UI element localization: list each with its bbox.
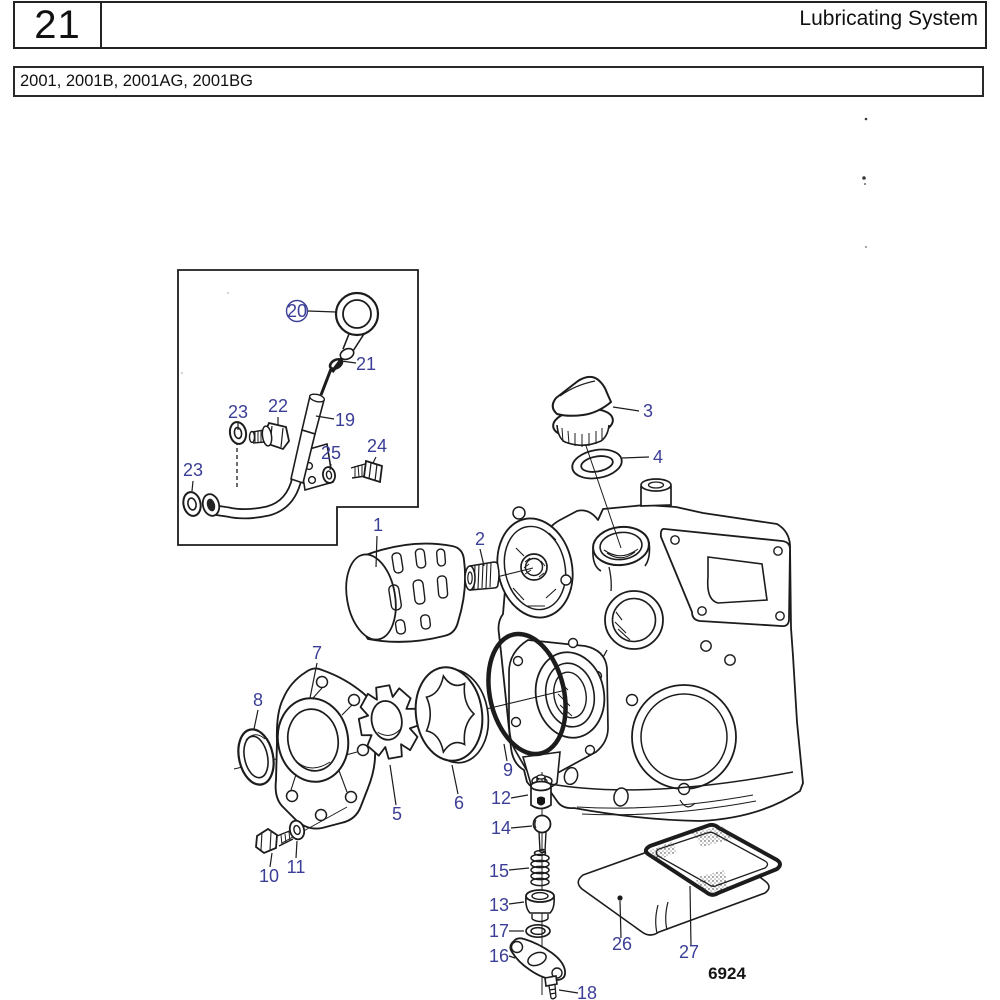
part-bolt-24 bbox=[351, 461, 382, 482]
part-o-ring-17 bbox=[526, 925, 550, 937]
part-pump-cover-7 bbox=[271, 668, 375, 828]
part-engine-block bbox=[488, 479, 803, 821]
callout-8: 8 bbox=[252, 690, 264, 710]
callout-4: 4 bbox=[652, 447, 664, 467]
callout-23a: 23 bbox=[227, 402, 249, 422]
part-spring-15 bbox=[531, 851, 549, 886]
callout-21: 21 bbox=[355, 354, 377, 374]
callout-16: 16 bbox=[488, 946, 510, 966]
part-washer-23b bbox=[181, 490, 203, 517]
part-valve-seat-13 bbox=[526, 890, 554, 922]
part-filler-cap bbox=[552, 377, 615, 447]
part-outer-rotor-6 bbox=[410, 663, 494, 767]
callout-12: 12 bbox=[490, 788, 512, 808]
part-nipple-2 bbox=[465, 562, 499, 590]
callout-25: 25 bbox=[320, 443, 342, 463]
callout-18: 18 bbox=[576, 983, 598, 1000]
part-valve-cover-16 bbox=[510, 938, 565, 980]
part-oil-pipe bbox=[200, 478, 297, 518]
callout-3: 3 bbox=[642, 401, 654, 421]
part-seal-ring-8 bbox=[234, 726, 279, 788]
section-number: 21 bbox=[15, 3, 102, 47]
part-bolt-10 bbox=[256, 829, 293, 853]
leader-dot-26 bbox=[617, 895, 622, 900]
part-oil-filter bbox=[340, 544, 465, 644]
callout-10: 10 bbox=[258, 866, 280, 886]
callout-7: 7 bbox=[311, 643, 323, 663]
part-screw-18 bbox=[545, 976, 557, 999]
callout-26: 26 bbox=[611, 934, 633, 954]
page-title: Lubricating System bbox=[799, 7, 978, 30]
scan-specks bbox=[181, 118, 867, 374]
callout-20: 20 bbox=[286, 301, 308, 321]
callout-13: 13 bbox=[488, 895, 510, 915]
callout-23b: 23 bbox=[182, 460, 204, 480]
callout-15: 15 bbox=[488, 861, 510, 881]
callout-24: 24 bbox=[366, 436, 388, 456]
model-list: 2001, 2001B, 2001AG, 2001BG bbox=[13, 66, 984, 97]
callout-14: 14 bbox=[490, 818, 512, 838]
callout-11: 11 bbox=[286, 857, 306, 877]
callout-5: 5 bbox=[391, 804, 403, 824]
callout-22: 22 bbox=[267, 396, 289, 416]
part-banjo-bolt-22 bbox=[250, 423, 290, 449]
part-strainer-27 bbox=[646, 825, 780, 895]
callout-6: 6 bbox=[453, 793, 465, 813]
callout-27: 27 bbox=[678, 942, 700, 962]
callout-1: 1 bbox=[372, 515, 384, 535]
figure-number: 6924 bbox=[708, 964, 746, 983]
callout-19: 19 bbox=[334, 410, 356, 430]
side-port bbox=[605, 591, 663, 649]
callout-2: 2 bbox=[474, 529, 486, 549]
callout-17: 17 bbox=[488, 921, 510, 941]
callout-9: 9 bbox=[502, 760, 514, 780]
part-dipstick bbox=[321, 293, 378, 395]
